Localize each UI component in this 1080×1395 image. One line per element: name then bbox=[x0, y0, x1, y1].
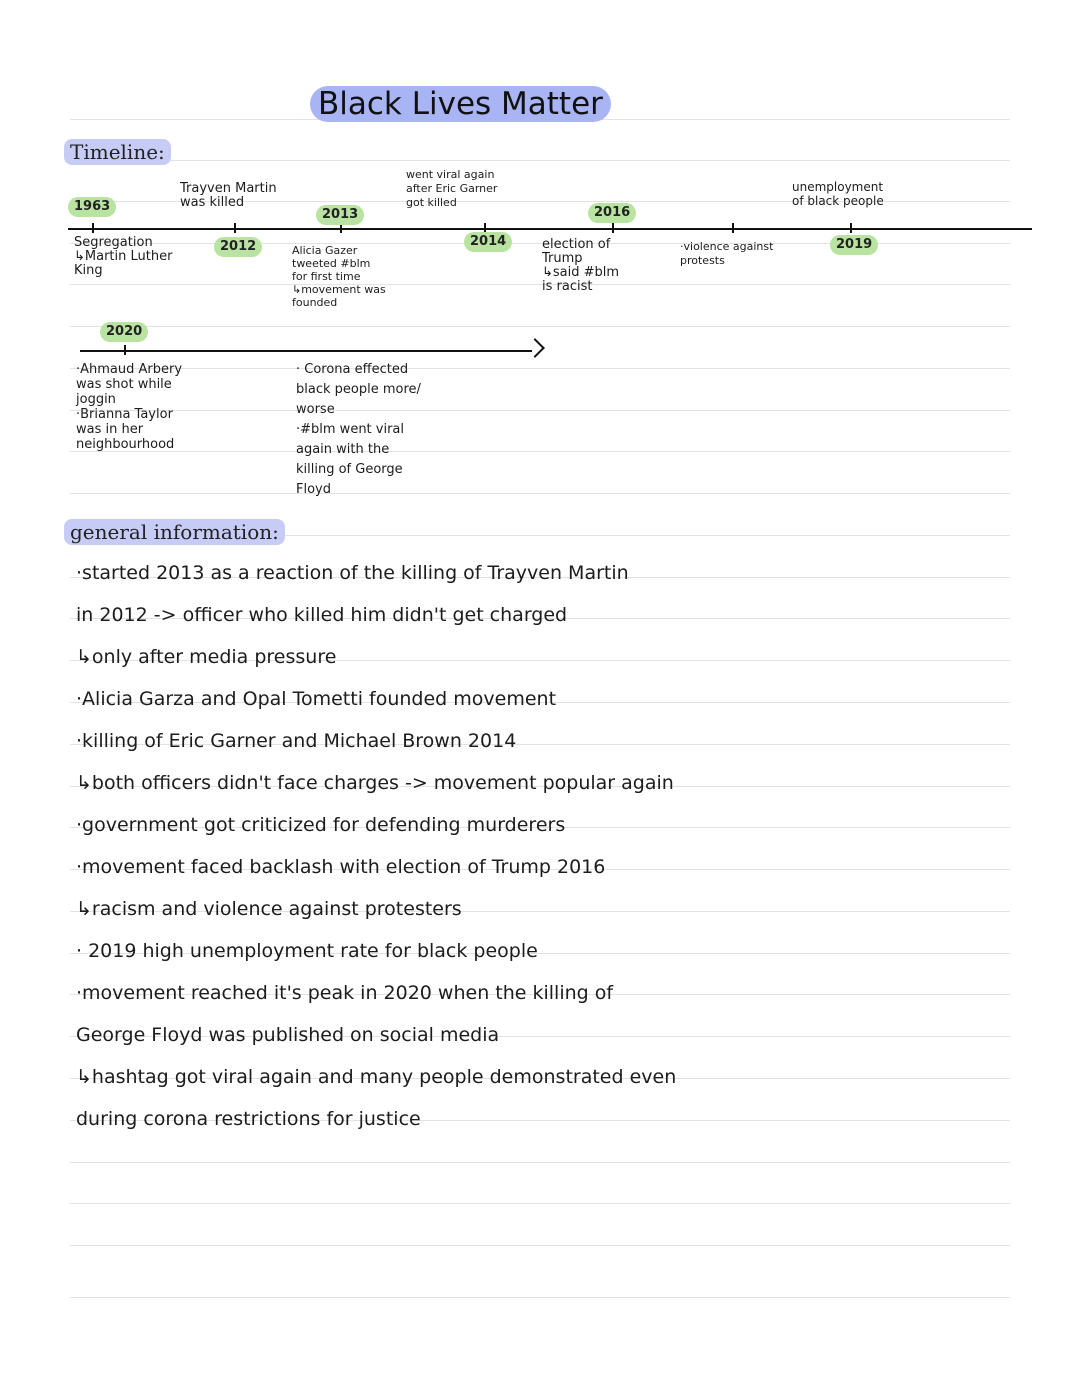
timeline-axis bbox=[68, 228, 1032, 230]
general-info-line: in 2012 -> officer who killed him didn't get charged bbox=[76, 604, 568, 626]
general-info-line: ↳hashtag got viral again and many people demonstrated even bbox=[76, 1066, 677, 1088]
arrow-head-icon bbox=[525, 338, 545, 358]
timeline-tick bbox=[850, 223, 852, 233]
timeline-tick bbox=[124, 345, 126, 355]
ruled-line bbox=[70, 451, 1010, 452]
year-tag-1963: 1963 bbox=[68, 197, 116, 217]
ruled-line bbox=[70, 1297, 1010, 1298]
general-info-line: during corona restrictions for justice bbox=[76, 1108, 421, 1130]
general-info-line: ·Alicia Garza and Opal Tometti founded movement bbox=[76, 688, 557, 710]
general-info-line: ·killing of Eric Garner and Michael Brown 2014 bbox=[76, 730, 517, 752]
general-info-line: · 2019 high unemployment rate for black people bbox=[76, 940, 538, 962]
timeline-heading: Timeline: bbox=[64, 139, 171, 165]
ruled-line bbox=[70, 1245, 1010, 1246]
timeline-tick bbox=[92, 223, 94, 233]
year-tag-2014: 2014 bbox=[464, 232, 512, 252]
ruled-line bbox=[70, 493, 1010, 494]
year-tag-2016: 2016 bbox=[588, 203, 636, 223]
note-violence: ·violence against protests bbox=[680, 240, 774, 267]
timeline-axis-2020 bbox=[80, 350, 532, 352]
general-info-heading: general information: bbox=[64, 519, 285, 545]
general-info-line: ·started 2013 as a reaction of the killing of Trayven Martin bbox=[76, 562, 629, 584]
note-election: election of Trump ↳said #blm is racist bbox=[542, 237, 620, 294]
timeline-tick bbox=[234, 223, 236, 233]
ruled-line bbox=[70, 368, 1010, 369]
note-segregation: Segregation ↳Martin Luther King bbox=[74, 235, 173, 278]
year-tag-2020: 2020 bbox=[100, 322, 148, 342]
ruled-line bbox=[70, 1203, 1010, 1204]
note-unemployment: unemployment of black people bbox=[792, 180, 884, 208]
note-corona: · Corona effected black people more/ worse ·#blm went viral again with the killing of George Floyd bbox=[296, 362, 421, 497]
year-tag-2012: 2012 bbox=[214, 237, 262, 257]
ruled-line bbox=[70, 1162, 1010, 1163]
ruled-line bbox=[70, 326, 1010, 327]
note-trayven: Trayven Martin was killed bbox=[180, 181, 277, 210]
general-info-line: ↳racism and violence against protesters bbox=[76, 898, 462, 920]
timeline-tick bbox=[732, 223, 734, 233]
ruled-line bbox=[70, 284, 1010, 285]
general-info-line: ·government got criticized for defending murderers bbox=[76, 814, 566, 836]
year-tag-2019: 2019 bbox=[830, 235, 878, 255]
general-info-line: George Floyd was published on social media bbox=[76, 1024, 500, 1046]
timeline-tick bbox=[612, 223, 614, 233]
year-tag-2013: 2013 bbox=[316, 205, 364, 225]
note-alicia: Alicia Gazer tweeted #blm for first time ↳movement was founded bbox=[292, 244, 386, 309]
general-info-line: ↳both officers didn't face charges -> movement popular again bbox=[76, 772, 674, 794]
ruled-line bbox=[70, 160, 1010, 161]
ruled-line bbox=[70, 410, 1010, 411]
page-title: Black Lives Matter bbox=[310, 86, 611, 122]
general-info-line: ·movement reached it's peak in 2020 when the killing of bbox=[76, 982, 614, 1004]
general-info-line: ↳only after media pressure bbox=[76, 646, 337, 668]
note-viral: went viral again after Eric Garner got killed bbox=[406, 168, 498, 209]
note-ahmaud: ·Ahmaud Arbery was shot while joggin ·Brianna Taylor was in her neighbourhood bbox=[76, 362, 183, 452]
general-info-line: ·movement faced backlash with election of Trump 2016 bbox=[76, 856, 606, 878]
